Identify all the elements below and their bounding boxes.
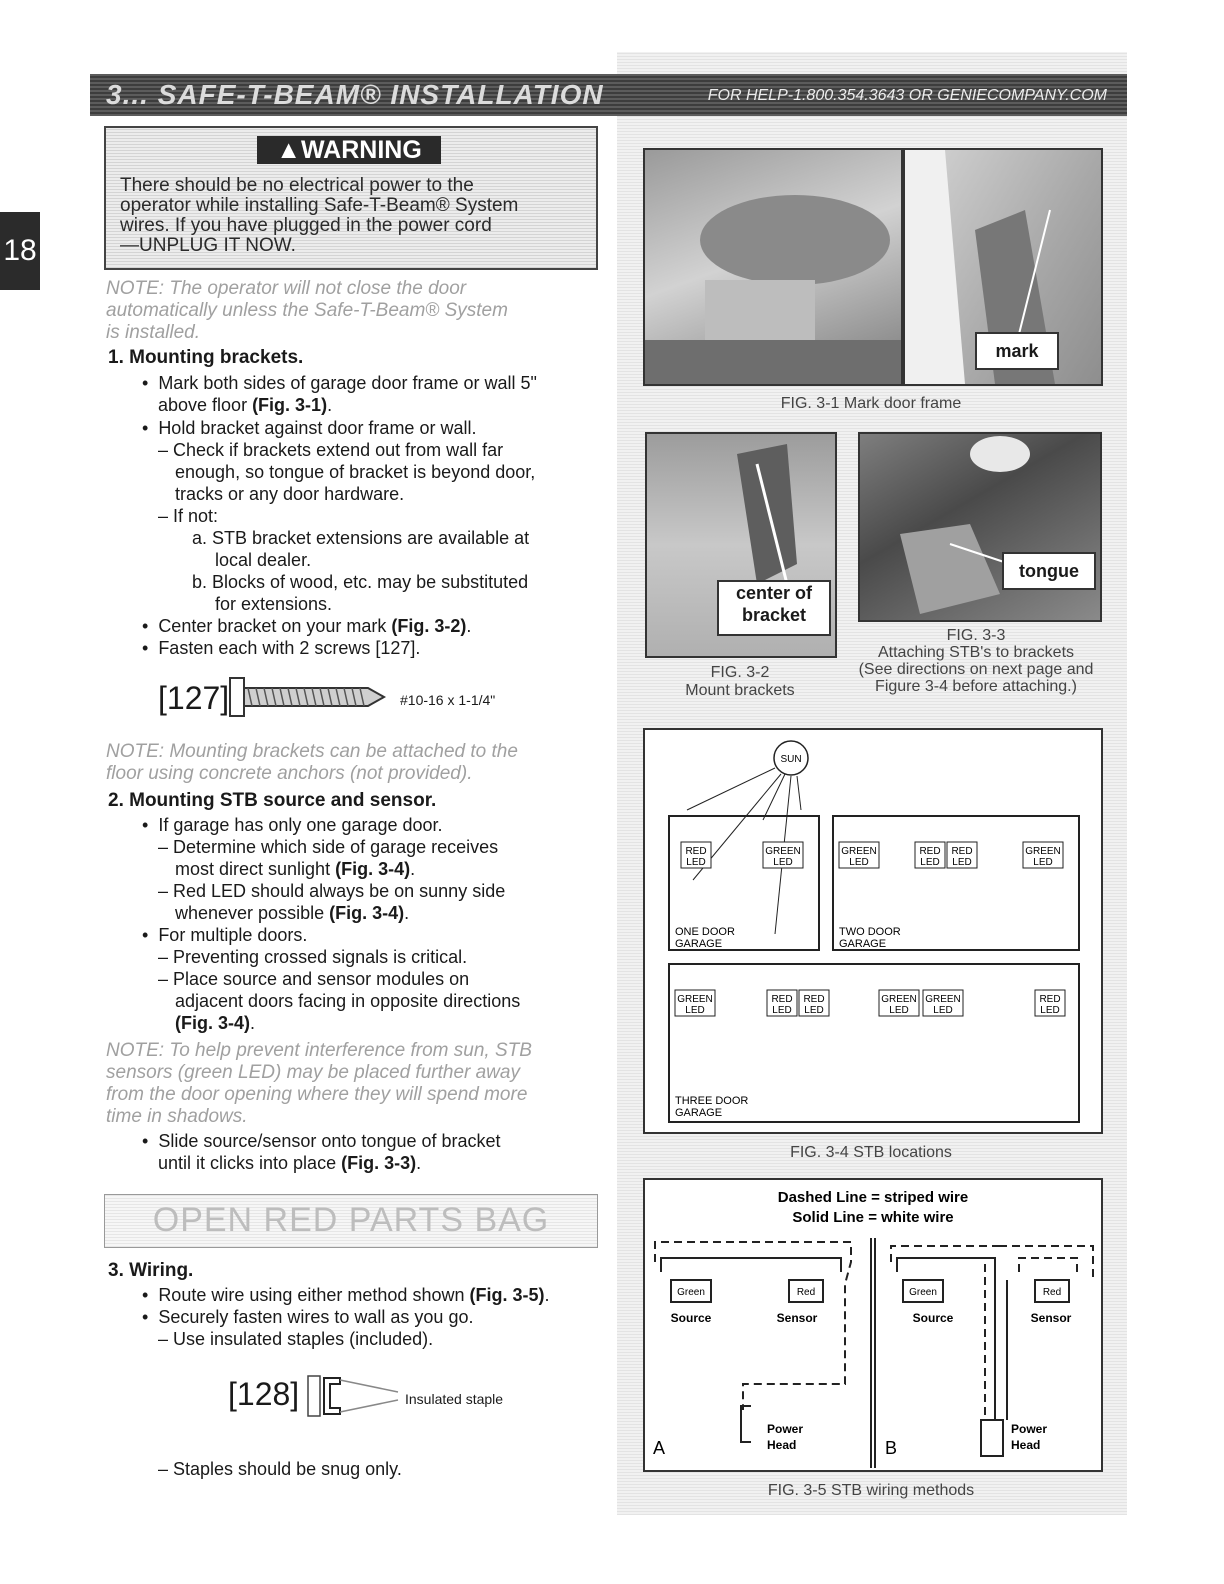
svg-text:GREEN: GREEN: [925, 994, 961, 1005]
green-led-module: [675, 990, 715, 1016]
caption-line: (See directions on next page and: [858, 661, 1094, 678]
step-2-line: – Determine which side of garage receives: [158, 837, 499, 857]
step-1-line: – If not:: [158, 506, 219, 526]
warning-icon: ▲: [276, 136, 301, 164]
note-line: NOTE: Mounting brackets can be attached to the: [106, 741, 518, 762]
red-led-module: [681, 842, 711, 868]
svg-text:LED: LED: [686, 857, 706, 868]
warning-line: —UNPLUG IT NOW.: [120, 235, 296, 256]
svg-text:Source: Source: [912, 1311, 954, 1325]
section-title: 3... SAFE-T-BEAM® INSTALLATION: [106, 79, 604, 110]
step-2-line: (Fig. 3-4).: [175, 1013, 256, 1033]
warning-line: operator while installing Safe-T-Beam® System: [120, 195, 519, 216]
part-127-spec: #10-16 x 1-1/4": [400, 692, 496, 708]
green-led-module: [879, 990, 919, 1016]
warning-label: WARNING: [300, 136, 422, 164]
garage-label: GARAGE: [675, 1107, 723, 1119]
svg-text:LED: LED: [933, 1005, 953, 1016]
fig-3-4-caption: FIG. 3-4 STB locations: [790, 1144, 952, 1161]
power-head-box: [741, 1406, 751, 1442]
open-parts-bag-banner: [104, 1194, 598, 1248]
sun-label: SUN: [780, 754, 802, 765]
fig-3-5-caption: FIG. 3-5 STB wiring methods: [767, 1482, 975, 1499]
step-2-line: – Red LED should always be on sunny side: [158, 881, 506, 901]
svg-text:Head: Head: [1011, 1438, 1041, 1452]
svg-text:Power: Power: [767, 1422, 804, 1436]
svg-text:LED: LED: [685, 1005, 705, 1016]
step-3-line: • Securely fasten wires to wall as you go.: [142, 1307, 474, 1327]
caption-line: Figure 3-4 before attaching.): [875, 678, 1077, 695]
green-led-module: [1023, 842, 1063, 868]
garage-label: THREE DOOR: [675, 1095, 749, 1107]
red-led-module: [947, 842, 977, 868]
warning-line: wires. If you have plugged in the power cord: [120, 215, 492, 236]
note-line: sensors (green LED) may be placed further away: [106, 1062, 520, 1083]
fig-3-3-photo: [858, 432, 1102, 622]
step-2-heading: 2. Mounting STB source and sensor.: [108, 790, 437, 811]
caption-line: FIG. 3-2: [710, 664, 770, 681]
fig-3-2-photo: [645, 432, 837, 658]
part-128-label: [128]: [228, 1376, 300, 1412]
step-1-line: for extensions.: [215, 594, 333, 614]
step-2-line: • If garage has only one garage door.: [142, 815, 443, 835]
red-led-module: [1035, 990, 1065, 1016]
note-line: floor using concrete anchors (not provided).: [106, 763, 473, 784]
step-1-line: a. STB bracket extensions are available at: [192, 528, 530, 548]
page-number: 18: [0, 212, 40, 290]
help-line: FOR HELP-1.800.354.3643 OR GENIECOMPANY.COM: [707, 87, 1107, 104]
label-line: center of: [735, 583, 813, 603]
green-led-module: [763, 842, 803, 868]
svg-text:Red: Red: [1042, 1287, 1062, 1298]
green-led-module: [923, 990, 963, 1016]
svg-text:RED: RED: [951, 846, 973, 857]
tongue-label: tongue: [1002, 552, 1096, 590]
label-line: bracket: [741, 605, 807, 625]
garage-label: ONE DOOR: [675, 926, 735, 938]
svg-text:LED: LED: [804, 1005, 824, 1016]
note-line: NOTE: The operator will not close the door: [106, 278, 467, 299]
svg-text:Head: Head: [767, 1438, 797, 1452]
fig-3-5-diagram: [643, 1178, 1103, 1472]
step-2-line: whenever possible (Fig. 3-4).: [175, 903, 410, 923]
mark-label: mark: [975, 332, 1059, 370]
note-line: time in shadows.: [106, 1106, 248, 1127]
fig-3-1-photo-right: [903, 148, 1103, 386]
stb-locations-drawing: [645, 730, 1101, 1132]
step-3-heading: 3. Wiring.: [108, 1260, 194, 1281]
svg-text:RED: RED: [919, 846, 941, 857]
svg-text:Red: Red: [796, 1287, 816, 1298]
step-2-line: until it clicks into place (Fig. 3-3).: [158, 1153, 422, 1173]
warning-text: [120, 176, 586, 256]
method-b-label: B: [885, 1438, 898, 1458]
step-2-line: most direct sunlight (Fig. 3-4).: [175, 859, 416, 879]
part-128-spec: Insulated staple: [405, 1391, 504, 1407]
warning-badge: [257, 136, 441, 164]
step-1-line: – Check if brackets extend out from wall far: [158, 440, 504, 460]
step-3-line: • Route wire using either method shown (Fig. 3-5).: [142, 1285, 550, 1305]
svg-text:Green: Green: [677, 1287, 705, 1298]
garage-label: TWO DOOR: [839, 926, 901, 938]
note-line: NOTE: To help prevent interference from sun, STB: [106, 1040, 532, 1061]
svg-text:LED: LED: [952, 857, 972, 868]
svg-text:RED: RED: [771, 994, 793, 1005]
note-floor-anchors: [106, 741, 518, 785]
svg-text:LED: LED: [773, 857, 793, 868]
center-of-bracket-label: [717, 580, 831, 636]
step-1-heading: 1. Mounting brackets.: [108, 347, 304, 368]
fig-3-4-diagram: [643, 728, 1103, 1134]
fig-3-2-caption: [640, 664, 840, 700]
svg-text:GREEN: GREEN: [841, 846, 877, 857]
step-2-line: • For multiple doors.: [142, 925, 308, 945]
svg-text:GREEN: GREEN: [1025, 846, 1061, 857]
tongue-photo-image: [860, 434, 1100, 620]
step-2-line: • Slide source/sensor onto tongue of bracket: [142, 1131, 501, 1151]
svg-text:GREEN: GREEN: [881, 994, 917, 1005]
power-head-box: [981, 1420, 1003, 1456]
screw-icon: [228, 674, 388, 720]
step-2-line: – Place source and sensor modules on: [158, 969, 470, 989]
step-1-line: • Fasten each with 2 screws [127].: [142, 638, 421, 658]
garage-label: GARAGE: [839, 938, 887, 950]
staple-icon: [306, 1370, 402, 1422]
step-2-line: adjacent doors facing in opposite directions: [175, 991, 521, 1011]
fig-3-3-caption: [848, 627, 1104, 695]
caption-line: FIG. 3-3: [946, 627, 1006, 644]
svg-text:Power: Power: [1011, 1422, 1048, 1436]
svg-text:LED: LED: [772, 1005, 792, 1016]
svg-text:Sensor: Sensor: [776, 1311, 818, 1325]
red-led-module: [915, 842, 945, 868]
legend-dashed: Dashed Line = striped wire: [777, 1189, 969, 1206]
legend-solid: Solid Line = white wire: [792, 1209, 954, 1226]
step-1-line: • Mark both sides of garage door frame or wall 5": [142, 373, 537, 393]
svg-text:LED: LED: [1040, 1005, 1060, 1016]
method-a-label: A: [653, 1438, 666, 1458]
svg-text:LED: LED: [889, 1005, 909, 1016]
svg-text:GREEN: GREEN: [765, 846, 801, 857]
svg-text:LED: LED: [920, 857, 940, 868]
step-3-line: – Staples should be snug only.: [158, 1459, 402, 1479]
svg-text:Source: Source: [670, 1311, 712, 1325]
warning-line: There should be no electrical power to the: [120, 175, 474, 196]
note-sun-interference: [106, 1040, 532, 1128]
red-led-module: [799, 990, 829, 1016]
green-led-module: [839, 842, 879, 868]
svg-text:GREEN: GREEN: [677, 994, 713, 1005]
step-1-line: enough, so tongue of bracket is beyond door,: [175, 462, 536, 482]
step-1-line: • Center bracket on your mark (Fig. 3-2).: [142, 616, 472, 636]
open-parts-bag-text: OPEN RED PARTS BAG: [152, 1201, 550, 1239]
fig-3-1-caption: FIG. 3-1 Mark door frame: [780, 395, 962, 412]
note-line: is installed.: [106, 322, 200, 343]
step-3-line: – Use insulated staples (included).: [158, 1329, 434, 1349]
red-led-module: [767, 990, 797, 1016]
note-line: from the door opening where they will spend more: [106, 1084, 528, 1105]
warning-box: [104, 126, 598, 270]
svg-text:Green: Green: [909, 1287, 937, 1298]
svg-text:Sensor: Sensor: [1030, 1311, 1072, 1325]
section-header: [90, 74, 1127, 116]
step-1-line: above floor (Fig. 3-1).: [158, 395, 333, 415]
wiring-methods-drawing: [645, 1180, 1101, 1470]
door-frame-photo-image: [645, 150, 901, 384]
step-1-line: local dealer.: [215, 550, 312, 570]
part-127-label: [127]: [158, 680, 230, 716]
svg-text:RED: RED: [803, 994, 825, 1005]
note-operator: [106, 278, 508, 344]
step-1-line: b. Blocks of wood, etc. may be substituted: [192, 572, 529, 592]
garage-label: GARAGE: [675, 938, 723, 950]
svg-text:LED: LED: [1033, 857, 1053, 868]
fig-3-1-photo-left: [643, 148, 903, 386]
step-1-line: tracks or any door hardware.: [175, 484, 405, 504]
caption-line: Attaching STB's to brackets: [877, 644, 1075, 661]
svg-text:LED: LED: [849, 857, 869, 868]
step-2-line: – Preventing crossed signals is critical.: [158, 947, 468, 967]
svg-text:RED: RED: [1039, 994, 1061, 1005]
note-line: automatically unless the Safe-T-Beam® System: [106, 300, 508, 321]
step-1-line: • Hold bracket against door frame or wall.: [142, 418, 477, 438]
svg-text:RED: RED: [685, 846, 707, 857]
caption-line: Mount brackets: [685, 682, 795, 699]
